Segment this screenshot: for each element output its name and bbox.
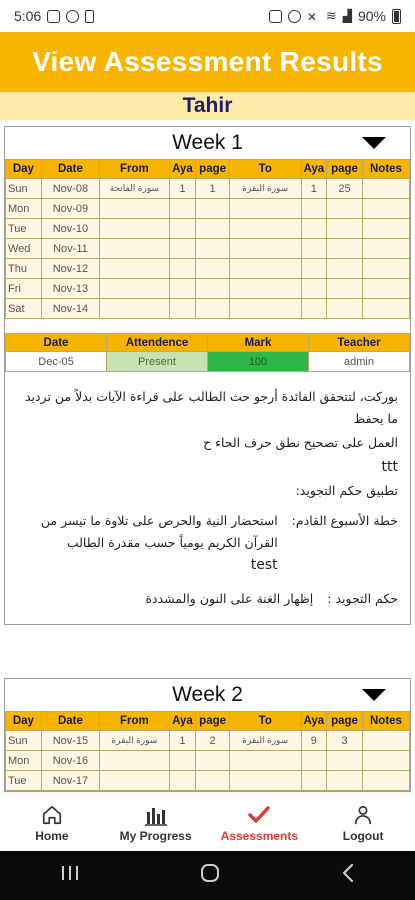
week-table xyxy=(5,159,410,319)
info-header-attendance: Attendence xyxy=(107,334,208,352)
cell-notes xyxy=(362,731,409,751)
cell-to: سورة البقرة xyxy=(229,731,301,751)
cell-from-aya xyxy=(169,299,196,319)
table-row xyxy=(6,179,410,199)
cell-notes xyxy=(362,239,409,259)
cell-to xyxy=(229,751,301,771)
battery-percent: 90% xyxy=(357,8,386,24)
back-icon[interactable] xyxy=(340,863,356,888)
cell-date: Nov-10 xyxy=(41,219,99,239)
caret-down-icon[interactable] xyxy=(362,137,386,149)
attendance-status: Present xyxy=(107,352,208,372)
col-header-day: Day xyxy=(6,160,42,179)
cell-day: Sun xyxy=(6,731,42,751)
signal-icon: ▟ xyxy=(342,9,352,23)
cell-from-page xyxy=(196,299,230,319)
col-header-page: page xyxy=(196,160,230,179)
info-row xyxy=(6,352,410,372)
cell-from xyxy=(100,299,170,319)
cell-to-aya xyxy=(301,199,327,219)
page-title: View Assessment Results xyxy=(32,46,383,77)
cell-to-page xyxy=(327,299,363,319)
col-header-aya: Aya xyxy=(169,712,196,731)
table-header-row xyxy=(6,160,410,179)
cell-day: Tue xyxy=(6,771,42,791)
cell-day: Wed xyxy=(6,239,42,259)
cell-from xyxy=(100,239,170,259)
table-row xyxy=(6,279,410,299)
cell-to xyxy=(229,219,301,239)
cell-to-page xyxy=(327,771,363,791)
cell-to xyxy=(229,771,301,791)
next-week-label: خطة الأسبوع القادم: xyxy=(291,513,398,528)
week-table xyxy=(5,711,410,791)
cell-from xyxy=(100,259,170,279)
col-header-page: page xyxy=(327,160,363,179)
cell-date: Nov-13 xyxy=(41,279,99,299)
cell-to xyxy=(229,239,301,259)
cell-from-aya xyxy=(169,279,196,299)
cell-from-aya xyxy=(169,771,196,791)
table-row xyxy=(6,299,410,319)
week-header[interactable] xyxy=(5,679,410,711)
col-header-aya: Aya xyxy=(301,160,327,179)
home-icon xyxy=(41,803,63,827)
cell-date: Nov-08 xyxy=(41,179,99,199)
table-header-row xyxy=(6,712,410,731)
person-icon xyxy=(352,803,374,827)
cell-notes xyxy=(362,179,409,199)
nav-assessments-label: Assessments xyxy=(220,828,299,843)
cell-notes xyxy=(362,279,409,299)
status-time: 5:06 xyxy=(14,8,42,24)
cell-to xyxy=(229,259,301,279)
week-card xyxy=(4,126,411,625)
cell-from-aya: 1 xyxy=(169,731,196,751)
info-header-date: Date xyxy=(6,334,107,352)
table-row xyxy=(6,259,410,279)
mark-value: 100 xyxy=(208,352,309,372)
tajweed-application-label: تطبيق حكم التجويد: xyxy=(295,483,398,498)
week-title: Week 2 xyxy=(172,683,243,706)
cell-from-page: 1 xyxy=(196,179,230,199)
week-header[interactable] xyxy=(5,127,410,159)
teacher-feedback xyxy=(5,372,410,624)
cell-from xyxy=(100,771,170,791)
cell-from-aya xyxy=(169,259,196,279)
caret-down-icon[interactable] xyxy=(362,689,386,701)
cell-to-aya xyxy=(301,279,327,299)
next-week-value: استحضار النية والحرص على تلاوة ما تيسر من القرآن الكريم يومياً حسب مقدرة الطالب xyxy=(40,513,278,550)
cell-notes xyxy=(362,219,409,239)
info-header-mark: Mark xyxy=(208,334,309,352)
cell-from: سورة البقرة xyxy=(100,731,170,751)
cell-to-page xyxy=(327,239,363,259)
cell-to-page: 25 xyxy=(327,179,363,199)
bottom-navigation xyxy=(0,793,415,851)
cell-date: Nov-12 xyxy=(41,259,99,279)
cell-to-page xyxy=(327,219,363,239)
cell-to-aya xyxy=(301,259,327,279)
cell-date: Nov-15 xyxy=(41,731,99,751)
nav-my-progress-label: My Progress xyxy=(119,828,192,843)
results-scroll-area[interactable] xyxy=(0,120,415,793)
col-header-page: page xyxy=(327,712,363,731)
cell-to-aya: 9 xyxy=(301,731,327,751)
cell-to-page xyxy=(327,751,363,771)
cell-notes xyxy=(362,751,409,771)
cell-to: سورة البقرة xyxy=(229,179,301,199)
tajweed-rule-label: حكم التجويد : xyxy=(327,591,398,606)
cell-to-aya xyxy=(301,771,327,791)
cell-day: Sat xyxy=(6,299,42,319)
cell-notes xyxy=(362,199,409,219)
cell-from-aya: 1 xyxy=(169,179,196,199)
cell-from: سورة الفاتحة xyxy=(100,179,170,199)
col-header-aya: Aya xyxy=(301,712,327,731)
cell-from-page xyxy=(196,771,230,791)
cell-day: Fri xyxy=(6,279,42,299)
cell-day: Mon xyxy=(6,199,42,219)
cell-from-page xyxy=(196,199,230,219)
cell-to-page xyxy=(327,279,363,299)
col-header-to: To xyxy=(229,712,301,731)
cell-to-page xyxy=(327,199,363,219)
cell-from-page xyxy=(196,279,230,299)
bar-chart-icon xyxy=(144,803,168,827)
status-bar xyxy=(0,0,415,32)
cell-from xyxy=(100,199,170,219)
feedback-paragraph: ttt xyxy=(381,459,398,475)
download-icon xyxy=(85,10,94,23)
nav-logout[interactable] xyxy=(311,794,415,851)
cell-day: Sun xyxy=(6,179,42,199)
cell-date: Nov-17 xyxy=(41,771,99,791)
cell-date: Nov-14 xyxy=(41,299,99,319)
cell-notes xyxy=(362,771,409,791)
next-week-plan xyxy=(17,510,398,576)
mute-icon: ✕ xyxy=(306,9,317,24)
cell-to-aya xyxy=(301,239,327,259)
home-button-icon[interactable] xyxy=(199,862,221,889)
cell-day: Mon xyxy=(6,751,42,771)
student-name: Tahir xyxy=(0,92,415,120)
col-header-aya: Aya xyxy=(169,160,196,179)
cell-from-aya xyxy=(169,239,196,259)
cell-to-page xyxy=(327,259,363,279)
teacher-name: admin xyxy=(309,352,410,372)
cell-notes xyxy=(362,299,409,319)
vibrate-icon xyxy=(288,10,301,23)
cell-to xyxy=(229,279,301,299)
cell-notes xyxy=(362,259,409,279)
cell-from-page xyxy=(196,751,230,771)
col-header-date: Date xyxy=(41,712,99,731)
nav-assessments[interactable] xyxy=(208,794,312,851)
nav-home-label: Home xyxy=(35,828,69,843)
recent-apps-icon[interactable] xyxy=(60,864,80,887)
table-row xyxy=(6,219,410,239)
col-header-from: From xyxy=(100,712,170,731)
feedback-paragraph: بوركت، لتتحقق الفائدة أرجو حث الطالب على قراءة الآيات بدلاً من ترديد ما يحفظ xyxy=(24,389,398,426)
nav-my-progress[interactable] xyxy=(104,794,208,851)
week-card xyxy=(4,678,411,792)
nav-logout-label: Logout xyxy=(342,828,384,843)
col-header-from: From xyxy=(100,160,170,179)
cell-to-aya: 1 xyxy=(301,179,327,199)
app-notification-icon xyxy=(66,10,79,23)
feedback-paragraph: العمل على تصحيح نطق حرف الحاء ح xyxy=(203,435,398,450)
cell-from-page xyxy=(196,259,230,279)
cell-to xyxy=(229,299,301,319)
cell-to xyxy=(229,199,301,219)
cell-from-aya xyxy=(169,219,196,239)
info-header-row xyxy=(6,334,410,352)
assessment-info-table xyxy=(5,333,410,372)
table-row xyxy=(6,239,410,259)
checkmark-icon xyxy=(247,803,271,827)
battery-icon xyxy=(392,9,401,24)
cell-from-aya xyxy=(169,199,196,219)
table-row xyxy=(6,199,410,219)
cell-from xyxy=(100,279,170,299)
cell-from xyxy=(100,751,170,771)
cell-from-page xyxy=(196,219,230,239)
cell-from-page: 2 xyxy=(196,731,230,751)
tajweed-rule xyxy=(17,588,398,610)
table-row xyxy=(6,751,410,771)
cell-day: Tue xyxy=(6,219,42,239)
cell-date: Nov-11 xyxy=(41,239,99,259)
col-header-day: Day xyxy=(6,712,42,731)
cell-to-aya xyxy=(301,751,327,771)
table-row xyxy=(6,771,410,791)
cell-date: Nov-09 xyxy=(41,199,99,219)
nav-home[interactable] xyxy=(0,794,104,851)
cell-from-page xyxy=(196,239,230,259)
alarm-icon xyxy=(269,10,282,23)
col-header-notes: Notes xyxy=(362,712,409,731)
cell-day: Thu xyxy=(6,259,42,279)
cell-from xyxy=(100,219,170,239)
info-header-teacher: Teacher xyxy=(309,334,410,352)
col-header-page: page xyxy=(196,712,230,731)
cell-to-aya xyxy=(301,299,327,319)
wifi-icon: ≋ xyxy=(325,8,337,23)
table-row xyxy=(6,731,410,751)
cell-to-page: 3 xyxy=(327,731,363,751)
app-bar xyxy=(0,32,415,92)
col-header-notes: Notes xyxy=(362,160,409,179)
cell-date: Nov-16 xyxy=(41,751,99,771)
tajweed-rule-value: إظهار الغنة على النون والمشددة xyxy=(145,591,314,606)
col-header-to: To xyxy=(229,160,301,179)
system-navigation-bar xyxy=(0,851,415,900)
info-date: Dec-05 xyxy=(6,352,107,372)
next-week-extra: test xyxy=(250,557,278,573)
cell-to-aya xyxy=(301,219,327,239)
col-header-date: Date xyxy=(41,160,99,179)
image-notification-icon xyxy=(47,10,60,23)
cell-from-aya xyxy=(169,751,196,771)
week-title: Week 1 xyxy=(172,131,243,154)
